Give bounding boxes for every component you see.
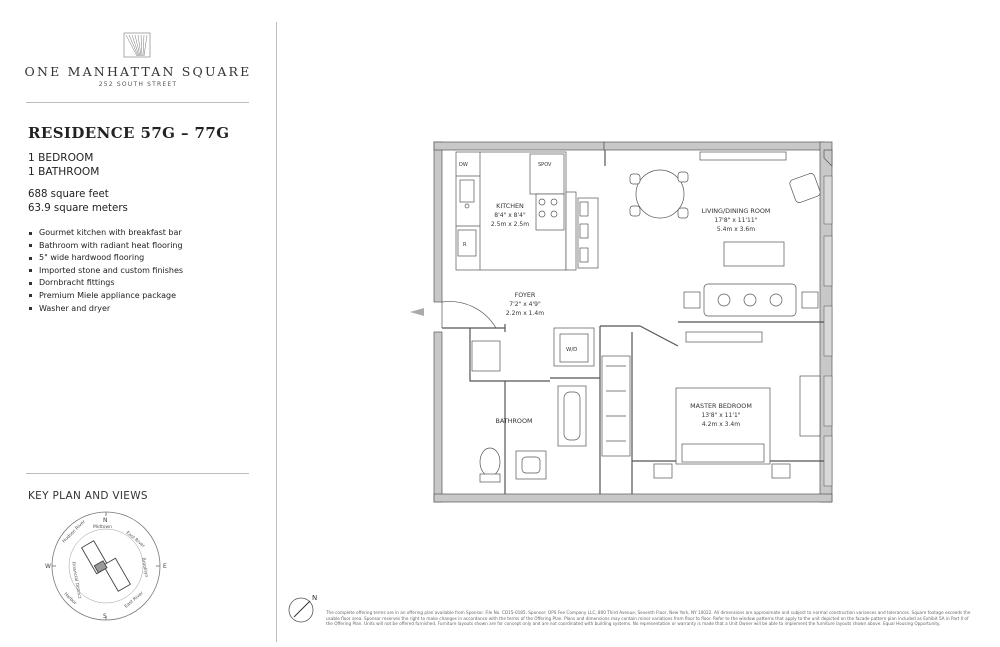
fixture-spov: SPOV	[538, 162, 552, 168]
key-plan-label-e: E	[163, 563, 167, 570]
compass-north-label: N	[312, 594, 318, 602]
area-sqm: 63.9 square meters	[28, 203, 128, 214]
vertical-divider	[276, 22, 277, 642]
bedroom-count: 1 BEDROOM	[28, 152, 94, 164]
key-plan-label-midtown: Midtown	[93, 525, 113, 530]
divider-line	[26, 102, 249, 103]
key-plan-title: KEY PLAN AND VIEWS	[28, 490, 148, 502]
key-plan-label-s: S	[103, 613, 107, 620]
key-plan-label-hudson: Hudson River	[61, 519, 87, 545]
divider-line	[26, 473, 249, 474]
key-plan-label-n: N	[103, 517, 108, 524]
building-logo-icon	[122, 31, 152, 59]
feature-item: Washer and dryer	[28, 303, 183, 316]
entry-arrow-icon	[410, 308, 424, 316]
room-foyer-name: FOYER	[514, 291, 536, 299]
key-plan-label-east-river-top: East River	[124, 530, 146, 550]
feature-item: Dornbracht fittings	[28, 277, 183, 290]
room-master-metric: 4.2m x 3.4m	[701, 421, 741, 428]
room-kitchen-metric: 2.5m x 2.5m	[490, 221, 530, 228]
north-compass-icon	[286, 590, 326, 626]
room-kitchen-name: KITCHEN	[496, 202, 524, 210]
key-plan-label-east-river-bottom: East River	[124, 591, 145, 610]
feature-item: Gourmet kitchen with breakfast bar	[28, 227, 183, 240]
feature-item: 5" wide hardwood flooring	[28, 252, 183, 265]
feature-item: Bathroom with radiant heat flooring	[28, 240, 183, 253]
room-living-imperial: 17'8" x 11'11"	[714, 217, 758, 224]
key-plan-label-w: W	[45, 563, 51, 570]
area-sqft: 688 square feet	[28, 189, 109, 200]
room-living-name: LIVING/DINING ROOM	[701, 207, 771, 215]
legal-disclaimer: The complete offering terms are in an offering plan available from Sponsor. File No. CD15-0185. Sponsor: OPS Fee Company LLC, 800 Third Avenue, Seventh Floor, New York, NY 10022. All dimensions are approximate and subject to normal construction variances and tolerances. Square footage exceeds the usable floor area. Sponsor reserves the right to make changes in accordance with the terms of the Offering Plan. Plans and dimensions may contain minor variations from floor to floor. Refer to the window patterns that apply to the unit depicted on the facade pattern plan included as Exhibit 5A in Part II of the Offering Plan. Units will not be offered furnished. Furniture layouts shown are for concept only and are not coordinated with building systems. No representation or warranty is made that a Unit Owner will be able to implement the furniture layouts shown above. Equal Housing Opportunity.	[326, 610, 971, 627]
room-foyer-imperial: 7'2" x 4'9"	[509, 301, 541, 308]
floor-plan	[400, 136, 850, 508]
residence-title: RESIDENCE 57G – 77G	[28, 124, 230, 142]
key-plan-label-harbor: Harbor	[62, 591, 78, 607]
key-plan-label-financial: Financial District	[70, 561, 82, 600]
key-plan-diagram	[26, 508, 176, 628]
feature-list	[28, 227, 183, 315]
bathroom-count: 1 BATHROOM	[28, 166, 100, 178]
room-kitchen-imperial: 8'4" x 8'4"	[494, 212, 526, 219]
feature-item: Premium Miele appliance package	[28, 290, 183, 303]
feature-item: Imported stone and custom finishes	[28, 265, 183, 278]
fixture-dw: DW	[459, 162, 468, 168]
room-bathroom-name: BATHROOM	[495, 417, 533, 425]
room-living-metric: 5.4m x 3.6m	[716, 226, 756, 233]
brand-address: 252 SOUTH STREET	[98, 81, 178, 88]
fixture-r: R	[463, 242, 467, 248]
room-master-name: MASTER BEDROOM	[690, 402, 752, 410]
room-foyer-metric: 2.2m x 1.4m	[505, 310, 545, 317]
brand-name: ONE MANHATTAN SQUARE	[24, 64, 252, 79]
key-plan-label-brooklyn: Brooklyn	[140, 557, 149, 578]
room-master-imperial: 13'8" x 11'1"	[701, 412, 741, 419]
fixture-wd: W/D	[566, 347, 578, 353]
